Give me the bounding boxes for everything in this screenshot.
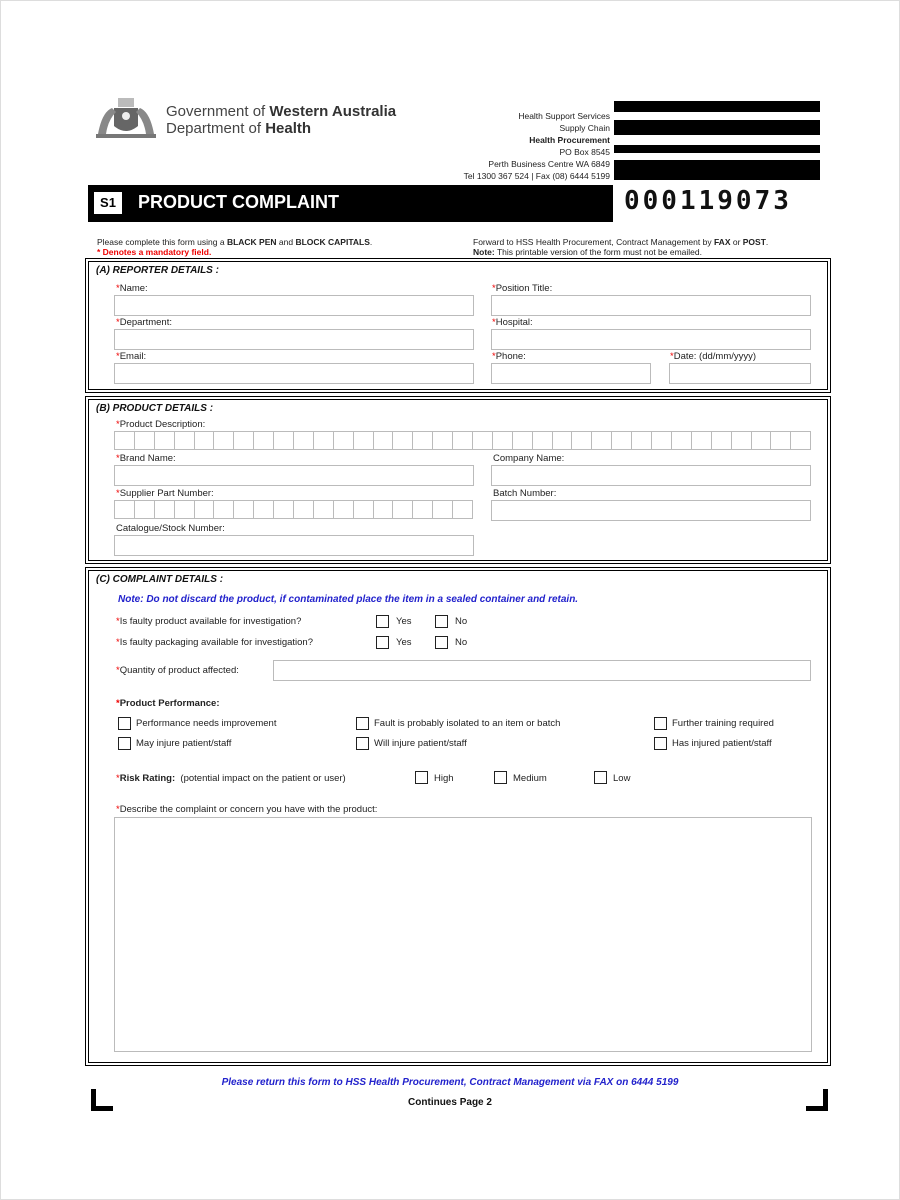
date-input[interactable] bbox=[669, 363, 811, 384]
instructions-left: Please complete this form using a BLACK PEN and BLOCK CAPITALS. * Denotes a mandatory field. bbox=[97, 237, 373, 257]
risk-medium-label: Medium bbox=[513, 773, 547, 784]
perf-option-label: Performance needs improvement bbox=[136, 718, 277, 729]
no-label: No bbox=[455, 637, 468, 648]
q-product-no-checkbox[interactable] bbox=[435, 615, 448, 628]
risk-low-checkbox[interactable] bbox=[594, 771, 607, 784]
risk-low-label: Low bbox=[613, 773, 631, 784]
gov-line-1: Government of Western Australia bbox=[166, 103, 397, 120]
product-description-input[interactable] bbox=[114, 431, 810, 450]
company-name-label: Company Name: bbox=[493, 453, 565, 464]
perf-option-label: Further training required bbox=[672, 718, 774, 729]
catalogue-number-label: Catalogue/Stock Number: bbox=[116, 523, 225, 534]
perf-option-label: Has injured patient/staff bbox=[672, 738, 772, 749]
hospital-label: *Hospital: bbox=[492, 317, 533, 328]
department-label: *Department: bbox=[116, 317, 172, 328]
perf-has-injured-checkbox[interactable] bbox=[654, 737, 667, 750]
section-product-details bbox=[85, 396, 831, 564]
q-packaging-yes-checkbox[interactable] bbox=[376, 636, 389, 649]
position-title-input[interactable] bbox=[491, 295, 811, 316]
form-title: PRODUCT COMPLAINT bbox=[138, 192, 339, 212]
risk-medium-checkbox[interactable] bbox=[494, 771, 507, 784]
name-label: *Name: bbox=[116, 283, 148, 294]
department-input[interactable] bbox=[114, 329, 474, 350]
continues-page: Continues Page 2 bbox=[408, 1097, 492, 1108]
perf-needs-improvement-checkbox[interactable] bbox=[118, 717, 131, 730]
section-complaint-details bbox=[85, 567, 831, 1066]
crest-logo bbox=[92, 94, 162, 144]
redaction-bar bbox=[614, 160, 820, 180]
redaction-bar bbox=[614, 120, 820, 135]
supplier-part-number-input[interactable] bbox=[114, 500, 472, 519]
section-reporter-details bbox=[85, 258, 831, 393]
name-input[interactable] bbox=[114, 295, 474, 316]
serial-number: 000119073 bbox=[624, 186, 792, 216]
section-title: (A) REPORTER DETAILS : bbox=[96, 265, 219, 276]
address-block: Health Support Services Supply Chain Health Procurement PO Box 8545 Perth Business Centre WA 6849 Tel 1300 367 524 | Fax (08) 6444 5199 bbox=[463, 111, 610, 181]
no-label: No bbox=[455, 616, 468, 627]
phone-input[interactable] bbox=[491, 363, 651, 384]
form-code: S1 bbox=[94, 192, 122, 214]
phone-label: *Phone: bbox=[492, 351, 526, 362]
catalogue-number-input[interactable] bbox=[114, 535, 474, 556]
date-label: *Date: (dd/mm/yyyy) bbox=[670, 351, 757, 362]
perf-training-checkbox[interactable] bbox=[654, 717, 667, 730]
quantity-label: *Quantity of product affected: bbox=[116, 665, 239, 676]
product-description-label: *Product Description: bbox=[116, 419, 206, 430]
batch-number-input[interactable] bbox=[491, 500, 811, 521]
q-product-label: *Is faulty product available for investigation? bbox=[116, 616, 302, 627]
perf-option-label: Will injure patient/staff bbox=[374, 738, 467, 749]
describe-label: *Describe the complaint or concern you have with the product: bbox=[116, 804, 378, 815]
yes-label: Yes bbox=[396, 616, 412, 627]
redaction-bar bbox=[614, 145, 820, 153]
brand-name-label: *Brand Name: bbox=[116, 453, 176, 464]
performance-title: *Product Performance: bbox=[116, 698, 220, 709]
yes-label: Yes bbox=[396, 637, 412, 648]
perf-will-injure-checkbox[interactable] bbox=[356, 737, 369, 750]
risk-high-checkbox[interactable] bbox=[415, 771, 428, 784]
instructions-right: Forward to HSS Health Procurement, Contract Management by FAX or POST. Note: This printable version of the form must not be emailed. bbox=[473, 237, 769, 257]
quantity-input[interactable] bbox=[273, 660, 811, 681]
position-title-label: *Position Title: bbox=[492, 283, 553, 294]
hospital-input[interactable] bbox=[491, 329, 811, 350]
describe-textarea[interactable] bbox=[114, 817, 812, 1052]
gov-line-2: Department of Health bbox=[166, 120, 312, 137]
risk-high-label: High bbox=[434, 773, 454, 784]
email-input[interactable] bbox=[114, 363, 474, 384]
section-title: (B) PRODUCT DETAILS : bbox=[96, 403, 214, 414]
perf-option-label: Fault is probably isolated to an item or batch bbox=[374, 718, 561, 729]
q-packaging-no-checkbox[interactable] bbox=[435, 636, 448, 649]
section-title: (C) COMPLAINT DETAILS : bbox=[96, 574, 224, 585]
redaction-bar bbox=[614, 101, 820, 112]
brand-name-input[interactable] bbox=[114, 465, 474, 486]
perf-option-label: May injure patient/staff bbox=[136, 738, 232, 749]
supplier-part-number-label: *Supplier Part Number: bbox=[116, 488, 214, 499]
email-label: *Email: bbox=[116, 351, 147, 362]
corner-mark-right bbox=[806, 1089, 828, 1111]
title-bar bbox=[88, 185, 613, 222]
return-note: Please return this form to HSS Health Procurement, Contract Management via FAX on 6444 5199 bbox=[221, 1077, 679, 1088]
corner-mark-left bbox=[91, 1089, 113, 1111]
perf-isolated-fault-checkbox[interactable] bbox=[356, 717, 369, 730]
perf-may-injure-checkbox[interactable] bbox=[118, 737, 131, 750]
q-product-yes-checkbox[interactable] bbox=[376, 615, 389, 628]
company-name-input[interactable] bbox=[491, 465, 811, 486]
batch-number-label: Batch Number: bbox=[493, 488, 557, 499]
risk-rating-label: *Risk Rating: (potential impact on the patient or user) bbox=[116, 773, 346, 784]
note-text: Note: Do not discard the product, if contaminated place the item in a sealed container and retain. bbox=[118, 594, 579, 605]
q-packaging-label: *Is faulty packaging available for investigation? bbox=[116, 637, 313, 648]
